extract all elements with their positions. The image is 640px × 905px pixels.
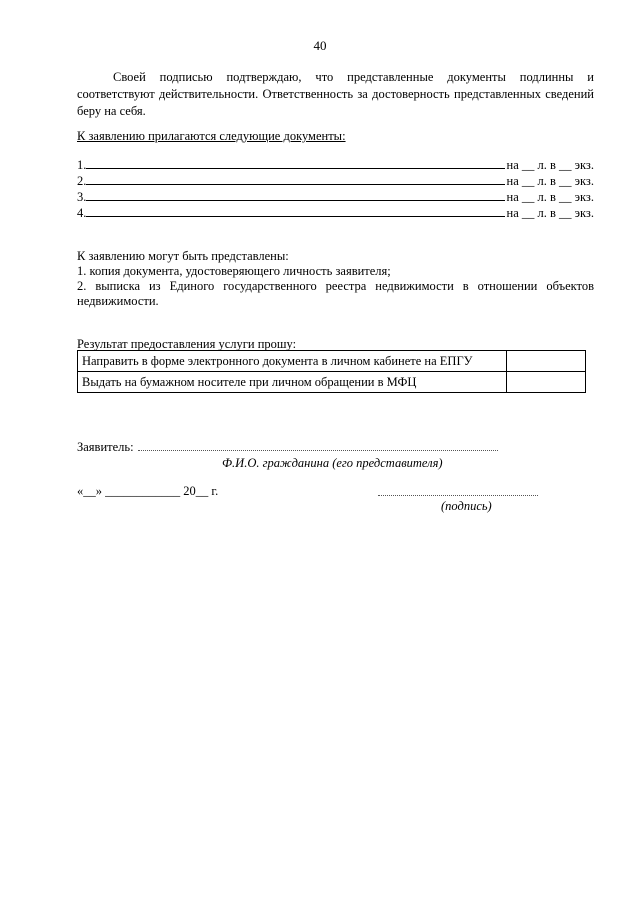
attachment-row <box>77 156 594 172</box>
attachments-heading: К заявлению прилагаются следующие документы: <box>77 129 346 143</box>
attachment-number: 3. <box>77 190 87 204</box>
table-row <box>78 372 586 393</box>
attachment-row <box>77 172 594 188</box>
confirmation-paragraph <box>77 69 594 120</box>
optional-doc-item: 1. копия документа, удостоверяющего личность заявителя; <box>77 264 391 278</box>
confirmation-text: Своей подписью подтверждаю, что представленные документы подлинны и соответствуют действительности. Ответственность за достоверность представленных сведений беру на себя. <box>77 70 594 118</box>
signature-line[interactable] <box>378 494 538 496</box>
attachment-count: на __ л. в __ экз. <box>506 174 594 188</box>
attachment-fill-line[interactable] <box>86 156 504 169</box>
optional-doc-item: 2. выписка из Единого государственного реестра недвижимости в отношении объектов недвижимости. <box>77 279 594 308</box>
result-option-label: Направить в форме электронного документа в личном кабинете на ЕПГУ <box>78 351 507 372</box>
signature-caption: (подпись) <box>441 499 492 513</box>
result-option-checkbox[interactable] <box>507 372 586 393</box>
attachment-fill-line[interactable] <box>86 204 504 217</box>
applicant-field <box>77 440 498 455</box>
attachment-row <box>77 204 594 220</box>
result-options-table <box>77 350 586 393</box>
result-option-checkbox[interactable] <box>507 351 586 372</box>
attachment-fill-line[interactable] <box>86 188 504 201</box>
applicant-label: Заявитель: <box>77 440 134 454</box>
attachment-number: 4. <box>77 206 87 220</box>
fio-caption: Ф.И.О. гражданина (его представителя) <box>222 456 443 470</box>
date-field[interactable]: «__» ____________ 20__ г. <box>77 484 219 498</box>
attachment-number: 2. <box>77 174 87 188</box>
optional-documents <box>77 249 594 309</box>
applicant-name-line[interactable] <box>138 440 498 451</box>
attachment-fill-line[interactable] <box>86 172 504 185</box>
table-row <box>78 351 586 372</box>
attachment-count: на __ л. в __ экз. <box>506 190 594 204</box>
attachment-number: 1. <box>77 158 87 172</box>
result-heading: Результат предоставления услуги прошу: <box>77 337 297 351</box>
attachment-row <box>77 188 594 204</box>
attachment-count: на __ л. в __ экз. <box>506 158 594 172</box>
page-number: 40 <box>313 38 327 53</box>
result-option-label: Выдать на бумажном носителе при личном обращении в МФЦ <box>78 372 507 393</box>
attachment-count: на __ л. в __ экз. <box>506 206 594 220</box>
optional-docs-heading: К заявлению могут быть представлены: <box>77 249 289 263</box>
